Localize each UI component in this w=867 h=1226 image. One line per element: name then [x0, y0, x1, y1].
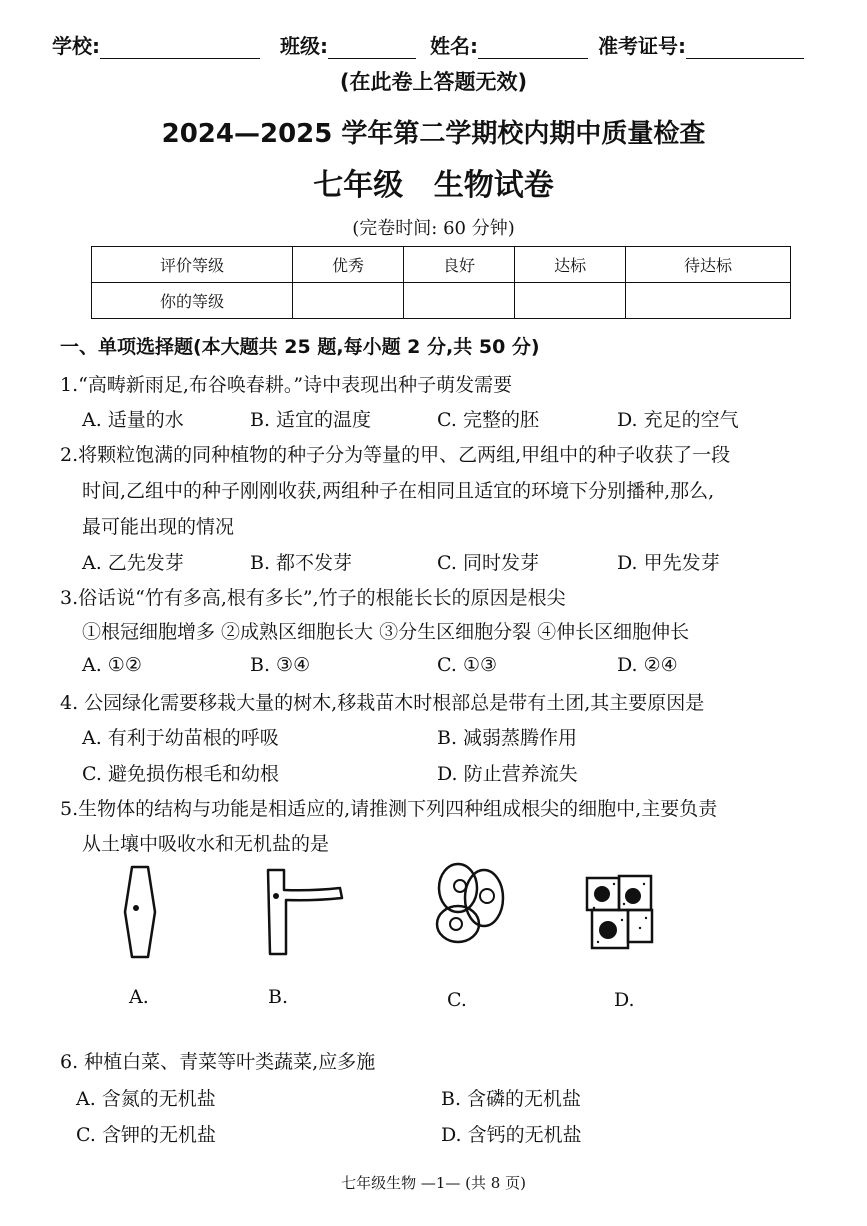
cell-c-figure [430, 856, 510, 948]
cell-c-nucleus [480, 889, 494, 903]
option-b: B. 都不发芽 [250, 552, 353, 574]
question-stem: 最可能出现的情况 [82, 516, 235, 538]
cell-d-cell [628, 910, 652, 942]
page-footer: 七年级生物 —1— (共 8 页) [341, 1174, 526, 1192]
cell-d-nucleus [625, 888, 641, 904]
question-stem: ①根冠细胞增多 ②成熟区细胞长大 ③分生区细胞分裂 ④伸长区细胞伸长 [82, 621, 690, 643]
cell-b-outline [268, 870, 342, 954]
option-b: B. ③④ [250, 654, 311, 676]
exam-title: 2024—2025 学年第二学期校内期中质量检查 [161, 119, 706, 149]
question-stem: 5.生物体的结构与功能是相适应的,请推测下列四种组成根尖的细胞中,主要负责 [60, 798, 718, 820]
cell-c-nucleus [450, 918, 462, 930]
option-b: B. 减弱蒸腾作用 [437, 727, 578, 749]
option-a: A. 含氮的无机盐 [76, 1088, 216, 1110]
grade-table-row [92, 283, 791, 319]
grade-cell [515, 283, 626, 319]
option-d: D. 充足的空气 [617, 409, 739, 431]
figure-label-d: D. [614, 989, 635, 1011]
question-stem: 1.“高畴新雨足,布谷唤春耕。”诗中表现出种子萌发需要 [60, 374, 513, 396]
question-stem: 4. 公园绿化需要移栽大量的树木,移栽苗木时根部总是带有土团,其主要原因是 [60, 692, 705, 714]
question-stem: 从土壤中吸收水和无机盐的是 [82, 833, 330, 855]
grade-cell [293, 283, 404, 319]
class-field [280, 30, 416, 59]
figure-label-c: C. [447, 989, 467, 1011]
class-blank [328, 36, 416, 59]
option-c: C. ①③ [437, 654, 498, 676]
option-c: C. 同时发芽 [437, 552, 539, 574]
option-d: D. 含钙的无机盐 [441, 1124, 582, 1146]
grade-cell [626, 283, 791, 319]
question-stem: 3.俗话说“竹有多高,根有多长”,竹子的根能长长的原因是根尖 [60, 587, 566, 609]
grade-table-row [92, 247, 791, 283]
option-a: A. 有利于幼苗根的呼吸 [82, 727, 279, 749]
grade-cell: 达标 [515, 247, 626, 283]
option-a: A. 适量的水 [82, 409, 184, 431]
school-blank [100, 36, 260, 59]
class-label: 班级: [280, 34, 328, 58]
figure-label-b: B. [268, 986, 289, 1008]
option-a: A. ①② [82, 654, 142, 676]
question-stem: 时间,乙组中的种子刚刚收获,两组种子在相同且适宜的环境下分别播种,那么, [82, 480, 715, 502]
grade-table [91, 246, 791, 319]
name-blank [478, 36, 588, 59]
option-b: B. 含磷的无机盐 [441, 1088, 582, 1110]
option-d: D. ②④ [617, 654, 678, 676]
grade-cell: 待达标 [626, 247, 791, 283]
question-stem: 6. 种植白菜、青菜等叶类蔬菜,应多施 [60, 1051, 376, 1073]
option-c: C. 含钾的无机盐 [76, 1124, 216, 1146]
cell-a-nucleus [133, 905, 139, 911]
time-note: (完卷时间: 60 分钟) [352, 218, 515, 239]
option-d: D. 甲先发芽 [617, 552, 720, 574]
cell-b-nucleus [273, 893, 279, 899]
grade-cell [404, 283, 515, 319]
cell-d-nucleus [599, 921, 617, 939]
cell-a-figure [118, 864, 162, 960]
exam-no-field [598, 30, 804, 59]
grade-cell: 你的等级 [92, 283, 293, 319]
school-field [52, 30, 260, 59]
question-stem: 2.将颗粒饱满的同种植物的种子分为等量的甲、乙两组,甲组中的种子收获了一段 [60, 444, 731, 466]
school-label: 学校: [52, 34, 100, 58]
grade-cell: 良好 [404, 247, 515, 283]
cell-d-figure [584, 872, 656, 952]
student-info-line [52, 30, 832, 60]
option-d: D. 防止营养流失 [437, 763, 578, 785]
cell-a-outline [125, 867, 155, 957]
grade-cell: 优秀 [293, 247, 404, 283]
figure-label-a: A. [129, 986, 149, 1008]
exam-no-blank [686, 36, 804, 59]
name-label: 姓名: [430, 34, 478, 58]
exam-subtitle: 七年级 生物试卷 [313, 168, 554, 203]
grade-cell: 评价等级 [92, 247, 293, 283]
cell-c-nucleus [454, 880, 466, 892]
cell-c-right [465, 870, 503, 926]
invalid-answer-notice: (在此卷上答题无效) [339, 70, 528, 94]
option-c: C. 完整的胚 [437, 409, 539, 431]
option-a: A. 乙先发芽 [82, 552, 184, 574]
exam-no-label: 准考证号: [598, 34, 686, 58]
section-heading: 一、单项选择题(本大题共 25 题,每小题 2 分,共 50 分) [60, 336, 540, 358]
name-field [430, 30, 588, 59]
cell-b-figure [258, 864, 350, 960]
cell-d-nucleus [594, 886, 610, 902]
option-b: B. 适宜的温度 [250, 409, 372, 431]
option-c: C. 避免损伤根毛和幼根 [82, 763, 279, 785]
